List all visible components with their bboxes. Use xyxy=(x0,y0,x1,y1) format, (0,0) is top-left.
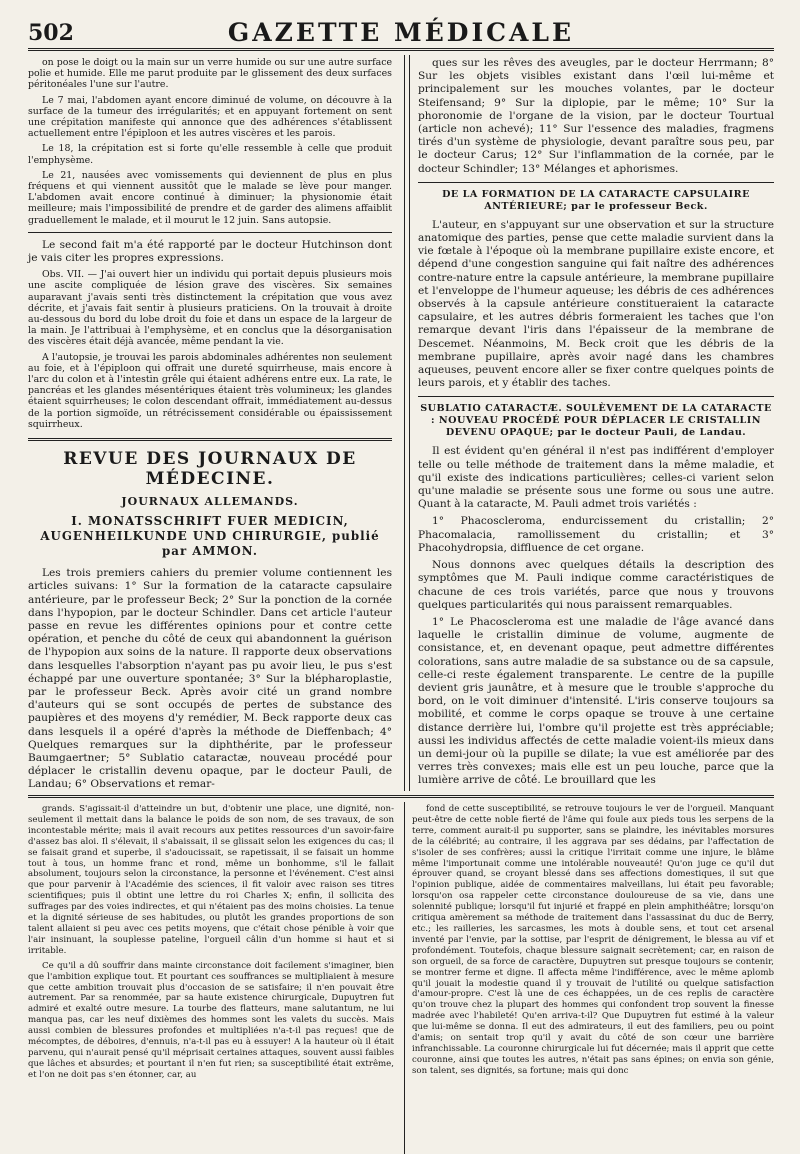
article-title-pauli: SUBLATIO CATARACTÆ. SOULÈVEMENT DE LA CATARACTE : NOUVEAU PROCÉDÉ POUR DÉPLACER LE CRISTALLIN DEVENU OPAQUE; par le docteur Pauli, de Landau. xyxy=(420,403,772,439)
article-paragraph: L'auteur, en s'appuyant sur une observation et sur la structure anatomique des parties, pense que cette maladie survient dans la vie fœtale à l'époque où la membrane pupillaire existe encore, et dépend d'une congestion sanguine qui fait naître des adhérences contre-nature entre la capsule antérieure, la membrane pupillaire et l'enveloppe de l'humeur aqueuse; les débris de ces adhérences observés à la capsule antérieure constitueraient la cataracte capsulaire, et les autres débris formeraient les taches que l'on remarque devant l'iris dans l'épaisseur de la membrane de Descemet. Néanmoins, M. Beck croit que les débris de la membrane pupillaire, après avoir nagé dans les chambres aqueuses, peuvent encore aller se fixer contre quelques points de leurs parois, et y établir des taches. xyxy=(418,218,774,390)
lower-left-column xyxy=(28,804,394,1085)
observation-paragraph: A l'autopsie, je trouvai les parois abdominales adhérentes non seulement au foie, et à l'épiploon qui offrait une dureté squirrheuse, mais encore à l'arc du colon et à l'intestin grêle qui étaient adhérens entre eux. La rate, le pancréas et les glandes mésentériques étaient très volumineux; les glandes étaient squirrheuses; le colon descendant offrait, immédiatement au-dessus de la portion sigmoïde, un rétrécissement considérable ou épaississement squirrheux. xyxy=(28,351,392,430)
article-paragraph: Il est évident qu'en général il n'est pas indifférent d'employer telle ou telle méthode de traitement dans la même maladie, et qu'il existe des indications particulières; celles-ci varient selon qu'une maladie se présente sous une forme ou sous une autre. Quant à la cataracte, M. Pauli admet trois variétés : xyxy=(418,445,774,511)
upper-section xyxy=(28,51,774,798)
journal-heading: I. MONATSSCHRIFT FUER MEDICIN, AUGENHEILKUNDE UND CHIRURGIE, publié par AMMON. xyxy=(40,514,380,559)
page-header xyxy=(28,14,774,51)
observation-paragraph: Obs. VII. — J'ai ouvert hier un individu qui portait depuis plusieurs mois une ascite compliquée de lésion grave des viscères. Six semaines auparavant j'avais senti très distinctement la crépitation que vous avez décrite, et j'avais fait sentir à plusieurs praticiens. On la trouvait à droite au-dessous du bord du lobe droit du foie et dans un espace de la largeur de la main. Je l'attribuai à l'emphysème, et en conclus que la désorganisation des viscères était déjà avancée, même pendant la vie. xyxy=(28,269,392,348)
article-paragraph: 1° Le Phacoscleroma est une maladie de l'âge avancé dans laquelle le cristallin diminue de volume, augmente de consistance, et, en devenant opaque, peut admettre différentes colorations, sans autre maladie de sa substance ou de sa capsule, celle-ci reste également transparente. Le centre de la pupille devient gris jaunâtre, et à mesure que le trouble s'approche du bord, on le voit diminuer d'intensité. L'iris conserve toujours sa mobilité, et comme le corps opaque se trouve à une certaine distance derrière lui, l'ombre qu'il projette est très appréciable; aussi les individus affectés de cette maladie voient-ils mieux dans un demi-jour où la pupille se dilate; la vue est améliorée par des verres très convexes; mais elle est un peu louche, parce que la lumière arrive de côté. Le brouillard que les xyxy=(418,615,774,787)
upper-left-column xyxy=(28,57,392,796)
feuilleton-paragraph: fond de cette susceptibilité, se retrouve toujours le ver de l'orgueil. Manquant peut-être de cette noble fierté de l'âme qui foule aux pieds tous les serpens de la terre, comment aurait-il pu supporter, sans se plaindre, les inévitables morsures de la célébrité; au contraire, il les aggrava par ses dédains, par l'affectation de s'isoler de ses confrères; aussi la critique l'irritait comme une injure, le blâme même l'importunait comme une intolérable nouveauté! Qu'on juge ce qu'il dut éprouver quand, se croyant blessé dans ses affections domestiques, il sut que l'opinion publique, aidée de commentaires malveillans, lui était peu favorable; lorsqu'on osa rappeler cette circonstance douloureuse de sa vie, dans une solennité publique; lorsqu'il fut injurié et frappé en plein amphithéâtre; lorsqu'on critiqua amèrement sa méthode de traitement dans l'assassinat du duc de Berry, etc.; les railleries, les sarcasmes, les mots à double sens, et tout cet arsenal inventé par l'envie, par la sottise, par l'esprit de dénigrement, le blessa au vif et profondément. Toutefois, chaque blessure saignait secrètement; car, en raison de son orgueil, de sa force de caractère, Dupuytren sut presque toujours se contenir, se montrer ferme et digne. Il affecta même l'indifférence, avec le même aplomb qu'il jouait la modestie quand il y trouvait de l'utilité ou quelque satisfaction d'amour-propre. C'est là une de ces échappées, un de ces replis de caractère qu'on trouve chez la plupart des hommes qui confondent trop souvent la finesse madrée avec l'habileté! Qu'en arriva-t-il? Que Dupuytren fut estimé à la valeur que lui-même se donna. Il eut des admirateurs, il eut des familiers, peu ou point d'amis; on sentait trop qu'il y avait du côté de son cœur une barrière infranchissable. La couronne chirurgicale lui fut décernée; mais il apprit que cette couronne, ainsi que toutes les autres, n'était pas sans épines; on envia son génie, son talent, ses dignités, sa fortune; mais qui donc xyxy=(412,804,774,1076)
feuilleton-paragraph: grands. S'agissait-il d'atteindre un but, d'obtenir une place, une dignité, non-seulement il mettait dans la balance le poids de son nom, de ses travaux, de son incontestable mérite; mais il avait recours aux petites ressources d'un savoir-faire d'assez bas aloi. Il s'élevait, il s'abaissait, il se glissait selon les exigences du cas; il se faisait grand et superbe, il s'adoucissait, se rapetissait, il se faisait un homme tout à tous, un homme franc et rond, même un bonhomme, s'il le fallait absolument, toujours selon la circonstance, la personne et l'événement. C'est ainsi que pour parvenir à l'Académie des sciences, il fit valoir avec raison ses titres scientifiques; puis il obtint une lettre du roi Charles X; enfin, il sollicita des suffrages par des voies indirectes, et qui n'étaient pas des moins choisies. La tenue et la dignité sérieuse de ses habitudes, ou plutôt les grandes proportions de son talent allaient si peu avec ces petits moyens, que c'était chose pénible à voir que l'air insinuant, la souplesse pateline, l'orgueil câlin d'un homme si haut et si irritable. xyxy=(28,804,394,956)
separator xyxy=(418,182,774,183)
lower-right-column xyxy=(412,804,774,1081)
separator xyxy=(418,396,774,397)
upper-right-column xyxy=(418,57,774,792)
case-paragraph: Le 21, nausées avec vomissements qui deviennent de plus en plus fréquens et qui viennent aussitôt que le malade se lève pour manger. L'abdomen avait encore continué à diminuer; la physionomie était meilleure; mais l'impossibilité de prendre et de garder des alimens affaiblit graduellement le malade, et il mourut le 12 juin. Sans autopsie. xyxy=(28,169,392,226)
column-divider xyxy=(404,802,405,1154)
column-divider xyxy=(404,55,410,791)
article-paragraph: Nous donnons avec quelques détails la description des symptômes que M. Pauli indique comme caractéristiques de chacune de ces trois variétés, parce que nous y trouvons quelques particularités qui nous paraissent remarquables. xyxy=(418,559,774,611)
section-separator xyxy=(28,438,392,441)
journal-title: GAZETTE MÉDICALE xyxy=(227,18,575,47)
hutchinson-intro: Le second fait m'a été rapporté par le docteur Hutchinson dont je vais citer les propres expressions. xyxy=(28,238,392,265)
review-continuation: ques sur les rêves des aveugles, par le docteur Herrmann; 8° Sur les objets visibles existant dans l'œil lui-même et principalement sur les mouches volantes, par le docteur Steifensand; 9° Sur la diplopie, par le même; 10° Sur la phoronomie de l'organe de la vision, par le docteur Tourtual (article non achevé); 11° Sur l'essence des maladies, fragmens tirés d'un système de physiologie, devant paraître sous peu, par le docteur Carus; 12° Sur l'inflammation de la cornée, par le docteur Schindler; 13° Mélanges et aphorismes. xyxy=(418,57,774,175)
section-title: REVUE DES JOURNAUX DE MÉDECINE. xyxy=(63,449,357,490)
separator xyxy=(28,232,392,233)
page-number: 502 xyxy=(28,20,74,46)
section-subtitle: JOURNAUX ALLEMANDS. xyxy=(121,495,299,509)
article-paragraph: 1° Phacoscleroma, endurcissement du cristallin; 2° Phacomalacia, ramollissement du cristallin; et 3° Phacohydropsia, diffluence de cet organe. xyxy=(418,515,774,554)
article-title-beck: DE LA FORMATION DE LA CATARACTE CAPSULAIRE ANTÉRIEURE; par le professeur Beck. xyxy=(442,188,750,212)
review-paragraph: Les trois premiers cahiers du premier volume contiennent les articles suivans: 1° Sur la formation de la cataracte capsulaire antérieure, par le professeur Beck; 2° Sur la ponction de la cornée dans l'hypopion, par le docteur Schindler. Dans cet article l'auteur passe en revue les différentes opinions pour et contre cette opération, et penche du côté de ceux qui abandonnent la guérison de l'hypopion aux soins de la nature. Il rapporte deux observations dans lesquelles l'absorption n'ayant pas pu avoir lieu, le pus s'est échappé par une ouverture spontanée; 3° Sur la blépharoplastie, par le professeur Beck. Après avoir cité un grand nombre d'auteurs qui se sont occupés de pertes de substance des paupières et des moyens d'y remédier, M. Beck rapporte deux cas dans lesquels il a opéré d'après la méthode de Dieffenbach; 4° Quelques remarques sur la diphthérite, par le professeur Baumgaertner; 5° Sublatio cataractæ, nouveau procédé pour déplacer le cristallin devenu opaque, par le docteur Pauli, de Landau; 6° Observations et remar- xyxy=(28,567,392,791)
case-paragraph: on pose le doigt ou la main sur un verre humide ou sur une autre surface polie et humide. Elle me parut produite par le glissement des deux surfaces péritonéales l'une sur l'autre. xyxy=(28,57,392,91)
feuilleton-paragraph: Ce qu'il a dû souffrir dans mainte circonstance doit facilement s'imaginer, bien que l'ambition explique tout. Et pourtant ces souffrances se multipliaient à mesure que cette ambition trouvait plus d'occasion de se satisfaire; il n'en pouvait être autrement. Par sa renommée, par sa haute existence chirurgicale, Dupuytren fut admiré et exalté outre mesure. La tourbe des flatteurs, mane salutantum, ne lui manqua pas, car les neuf dixièmes des hommes sont les valets du succès. Mais aussi combien de blessures profondes et multipliées n'a-t-il pas reçues! que de mécomptes, de déboires, d'ennuis, n'a-t-il pas eu à essuyer! A la hauteur où il était parvenu, qui n'aurait pensé qu'il méprisait certaines attaques, souvent aussi faibles que lâches et absurdes; et pourtant il n'en fut rien; sa susceptibilité était extrême, et l'on ne doit pas s'en étonner, car, au xyxy=(28,960,394,1080)
case-paragraph: Le 18, la crépitation est si forte qu'elle ressemble à celle que produit l'emphysème. xyxy=(28,143,392,166)
lower-section xyxy=(28,798,774,1154)
case-paragraph: Le 7 mai, l'abdomen ayant encore diminué de volume, on découvre à la surface de la tumeur des irrégularités; et en appuyant fortement on sent une crépitation manifeste qui annonce que des adhérences s'établissent actuellement entre l'épiploon et les autres viscères et les parois. xyxy=(28,94,392,140)
